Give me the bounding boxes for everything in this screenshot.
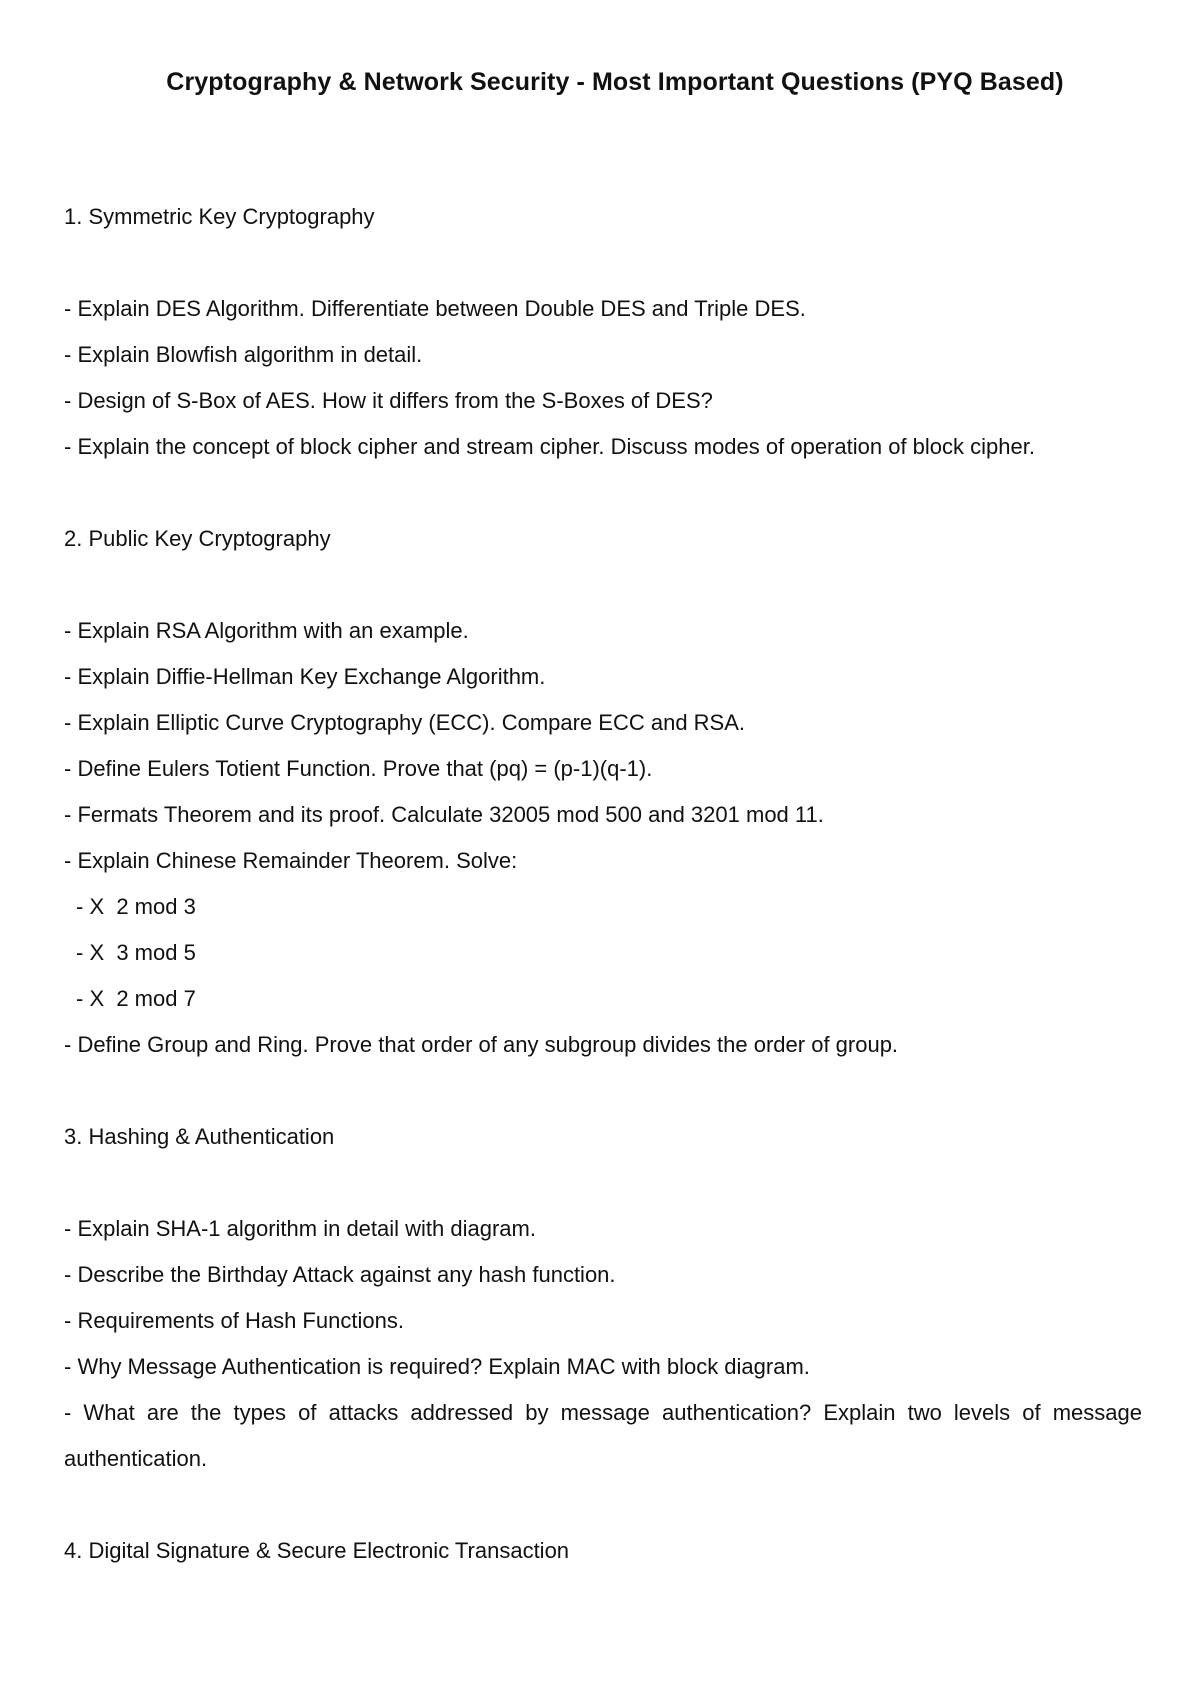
spacer: [64, 562, 1142, 608]
section-heading-symmetric: 1. Symmetric Key Cryptography: [64, 204, 375, 229]
question-item: - Fermats Theorem and its proof. Calculate 32005 mod 500 and 3201 mod 11.: [64, 802, 824, 827]
question-item: - Why Message Authentication is required? Explain MAC with block diagram.: [64, 1354, 810, 1379]
question-item: - Requirements of Hash Functions.: [64, 1308, 404, 1333]
congruence-subitem: - X 2 mod 7: [76, 986, 196, 1011]
spacer: [64, 470, 1142, 516]
spacer: [64, 1482, 1142, 1528]
question-item: - Explain Elliptic Curve Cryptography (ECC). Compare ECC and RSA.: [64, 710, 746, 735]
spacer: [64, 240, 1142, 286]
question-item: - Define Eulers Totient Function. Prove that (pq) = (p-1)(q-1).: [64, 756, 653, 781]
question-item: - Explain Blowfish algorithm in detail.: [64, 342, 423, 367]
question-item: - Explain Diffie-Hellman Key Exchange Algorithm.: [64, 664, 546, 689]
section-heading-public-key: 2. Public Key Cryptography: [64, 526, 331, 551]
question-item: - Explain the concept of block cipher and stream cipher. Discuss modes of operation of block cipher.: [64, 434, 1035, 459]
congruence-subitem: - X 3 mod 5: [76, 940, 196, 965]
question-item: - Define Group and Ring. Prove that order of any subgroup divides the order of group.: [64, 1032, 899, 1057]
question-item: - Explain DES Algorithm. Differentiate between Double DES and Triple DES.: [64, 296, 806, 321]
question-item: - Explain SHA-1 algorithm in detail with diagram.: [64, 1216, 536, 1241]
question-item: - What are the types of attacks addressed by message authentication? Explain two levels of message authentication.: [64, 1400, 1142, 1471]
page-title: Cryptography & Network Security - Most Important Questions (PYQ Based): [166, 68, 1064, 96]
spacer: [64, 1160, 1142, 1206]
question-item: - Explain RSA Algorithm with an example.: [64, 618, 469, 643]
question-item: - Design of S-Box of AES. How it differs from the S-Boxes of DES?: [64, 388, 713, 413]
document-body: [64, 194, 1142, 1574]
spacer: [64, 1068, 1142, 1114]
section-heading-hashing: 3. Hashing & Authentication: [64, 1124, 335, 1149]
question-item: - Describe the Birthday Attack against any hash function.: [64, 1262, 616, 1287]
question-item: - Explain Chinese Remainder Theorem. Solve:: [64, 848, 518, 873]
congruence-subitem: - X 2 mod 3: [76, 894, 196, 919]
section-heading-digital-signature: 4. Digital Signature & Secure Electronic Transaction: [64, 1538, 570, 1563]
